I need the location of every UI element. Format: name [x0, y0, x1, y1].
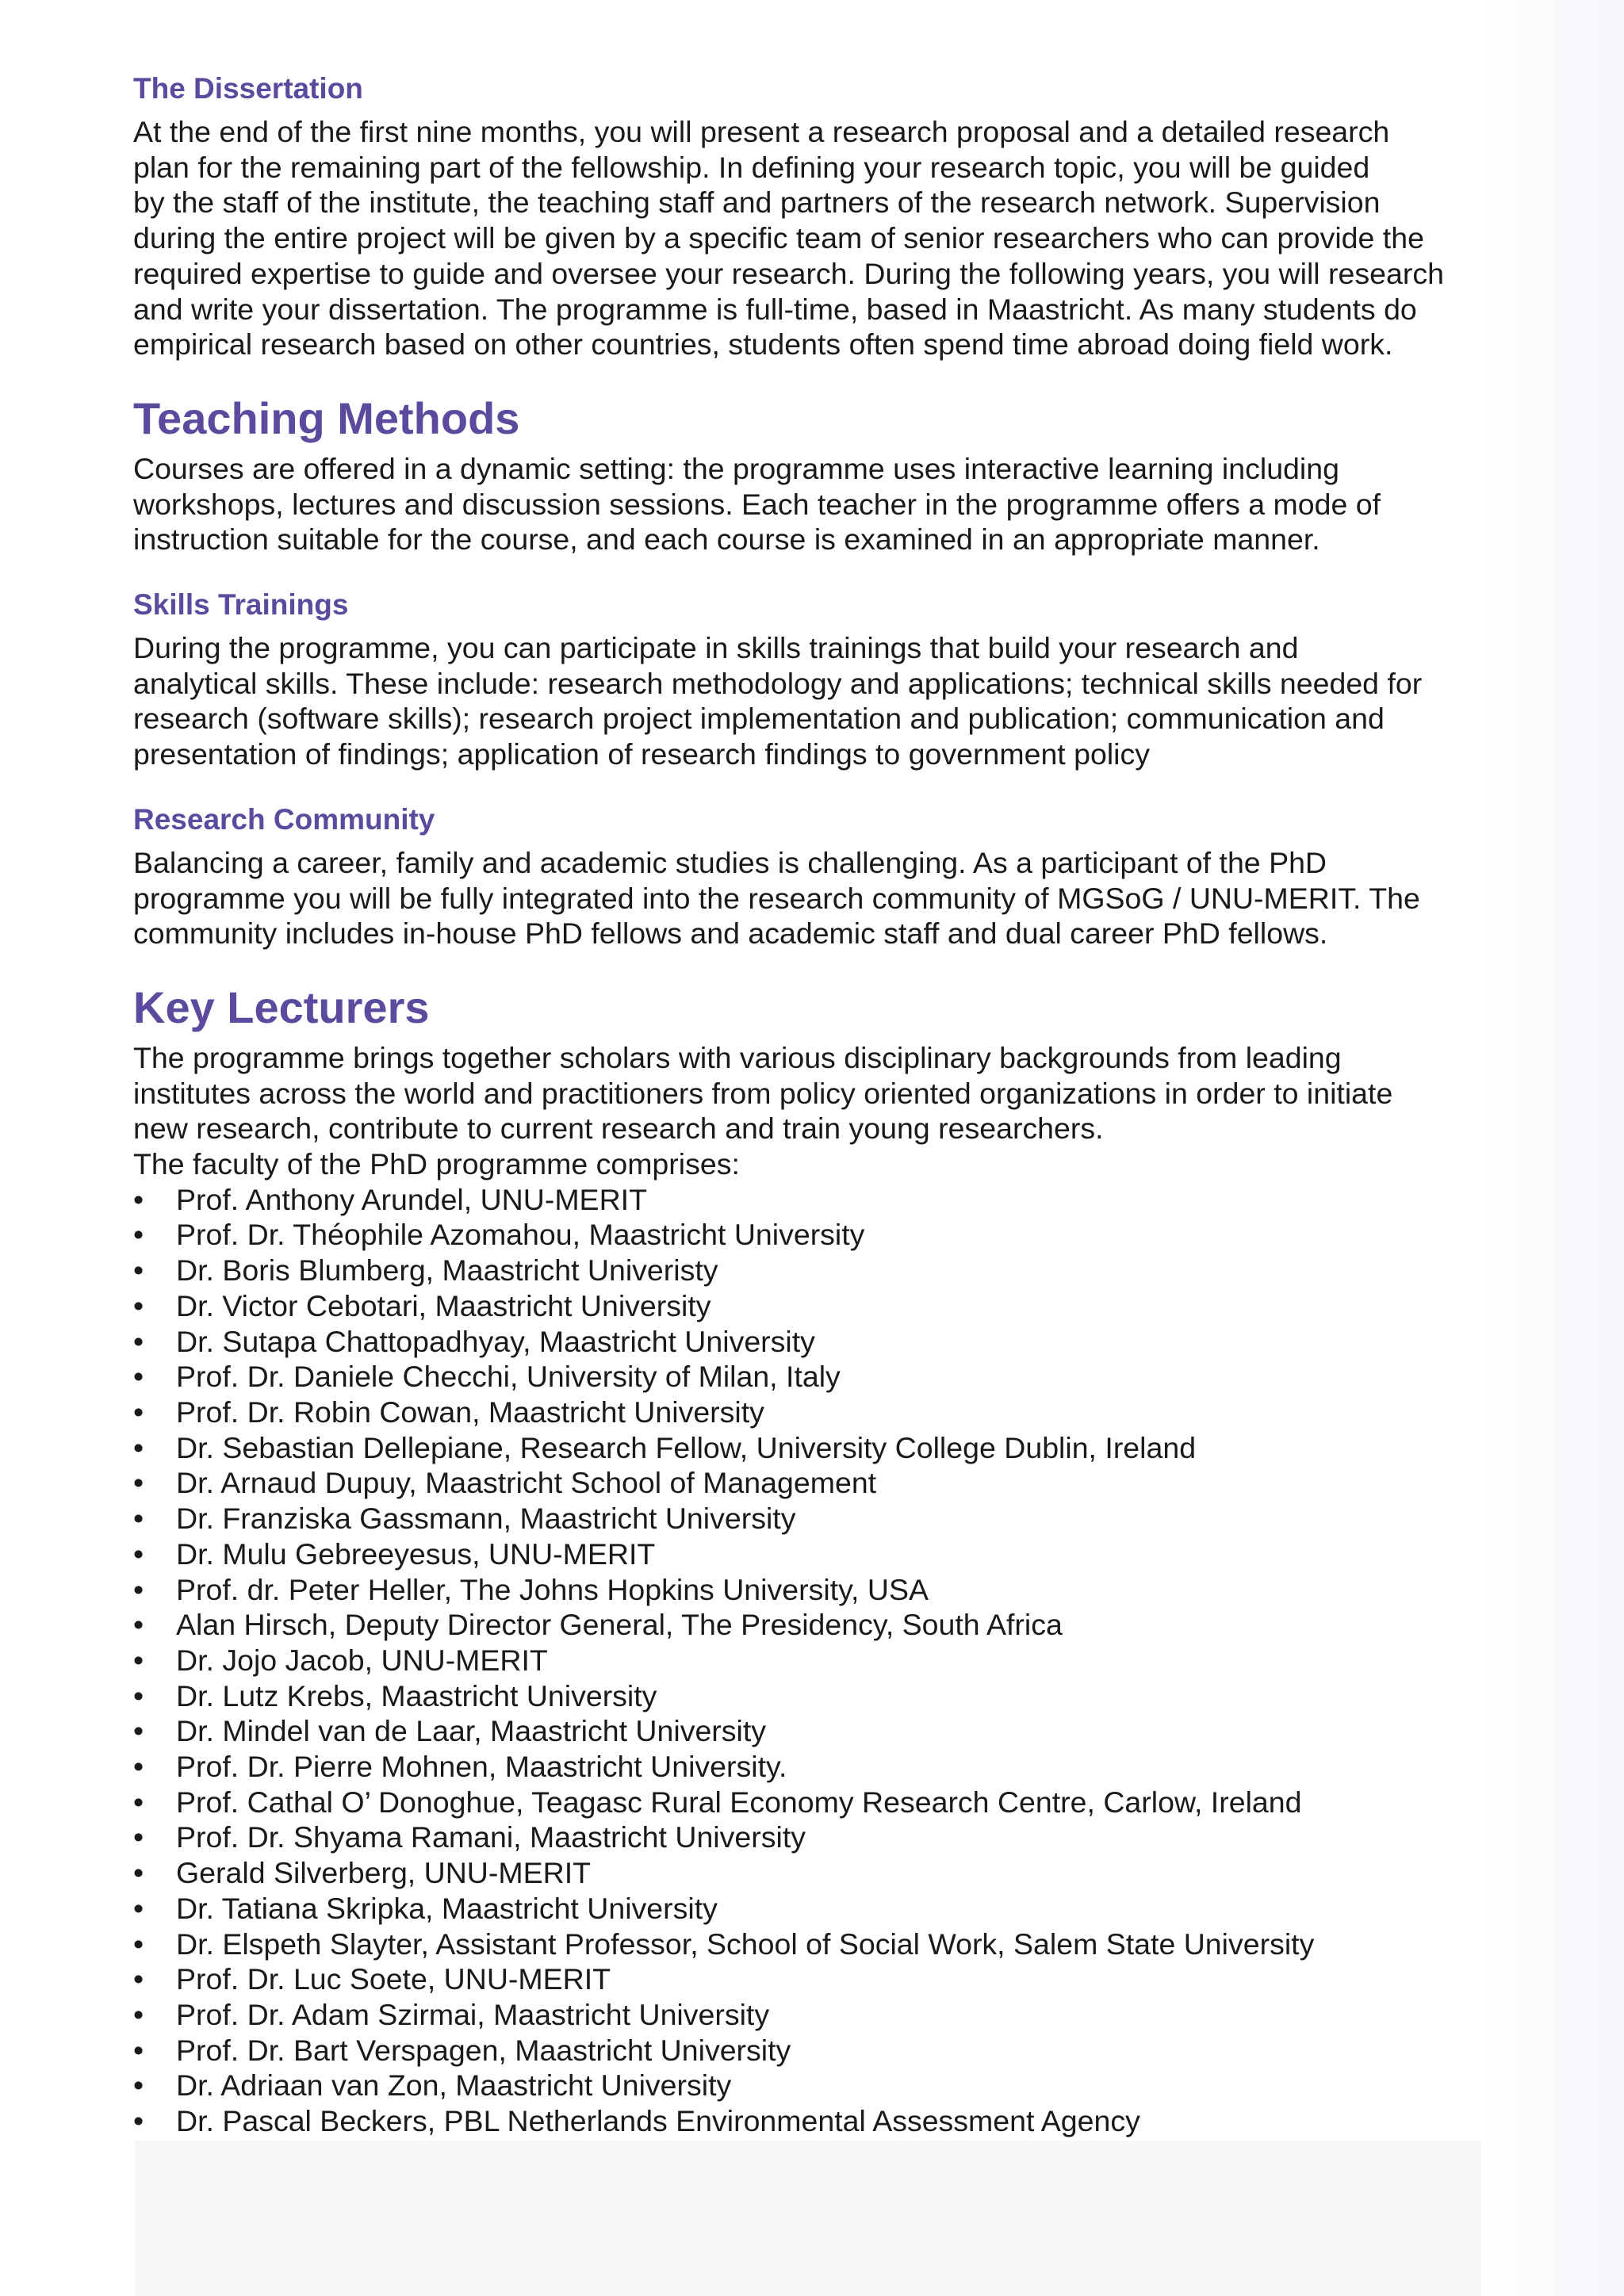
lecturer-list-item — [133, 1961, 1497, 1997]
bullet-icon: • — [133, 1714, 144, 1748]
lecturer-name: Dr. Boris Blumberg, Maastricht Univeristy — [176, 1253, 718, 1288]
bullet-icon: • — [133, 1288, 144, 1322]
lecturer-list-item — [133, 1430, 1497, 1466]
bullet-icon: • — [133, 2068, 144, 2103]
bullet-icon: • — [133, 1678, 144, 1712]
bullet-icon: • — [133, 2104, 144, 2138]
lecturer-name: Dr. Franziska Gassmann, Maastricht University — [176, 1502, 796, 1536]
lecturer-list-item — [133, 1253, 1497, 1288]
lecturer-name: Dr. Pascal Beckers, PBL Netherlands Environmental Assessment Agency — [176, 2104, 1140, 2138]
lecturer-list-item — [133, 1572, 1497, 1608]
teaching-section — [133, 391, 1497, 557]
community-heading: Research Community — [133, 802, 435, 836]
lecturer-name: Dr. Adriaan van Zon, Maastricht University — [176, 2068, 732, 2103]
bullet-icon: • — [133, 1856, 144, 1890]
lecturer-name: Dr. Victor Cebotari, Maastricht University — [176, 1288, 711, 1322]
lecturer-list-item — [133, 1395, 1497, 1430]
lecturer-name: Prof. Dr. Robin Cowan, Maastricht University — [176, 1395, 764, 1429]
lecturer-list-item — [133, 1182, 1497, 1218]
skills-text: During the programme, you can participate in skills trainings that build your research and analytical skills. These include: research methodology and applications; technical skills needed for research (software skills); research project implementation and publication; communication and presentation of findings; application of research findings to government policy — [133, 631, 1423, 771]
lecturers-intro: The programme brings together scholars with various disciplinary backgrounds from leading institutes across the world and practitioners from policy oriented organizations in order to initiate new research, contribute to current research and train young researchers. The faculty of the PhD programme comprises: — [133, 1040, 1393, 1181]
lecturer-list-item — [133, 1288, 1497, 1324]
lecturer-name: Dr. Lutz Krebs, Maastricht University — [176, 1678, 657, 1712]
dissertation-text: At the end of the first nine months, you will present a research proposal and a detailed research plan for the remaining part of the fellowship. In defining your research topic, you will be guided by the staff of the institute, the teaching staff and partners of the research network. Supervision during the entire project will be given by a specific team of senior researchers who can provide the required expertise to guide and oversee your research. During the following years, you will research and write your dissertation. The programme is full-time, based in Maastricht. As many students do empirical research based on other countries, students often spend time abroad doing field work. — [133, 115, 1444, 362]
lecturer-name: Prof. Cathal O’ Donoghue, Teagasc Rural Economy Research Centre, Carlow, Ireland — [176, 1785, 1302, 1819]
lecturer-name: Dr. Mulu Gebreeyesus, UNU-MERIT — [176, 1536, 656, 1571]
lecturer-name: Prof. dr. Peter Heller, The Johns Hopkins University, USA — [176, 1572, 929, 1606]
skills-heading: Skills Trainings — [133, 588, 349, 622]
bullet-icon: • — [133, 1324, 144, 1358]
teaching-text: Courses are offered in a dynamic setting: the programme uses interactive learning including workshops, lectures and discussion sessions. Each teacher in the programme offers a mode of instruction suitable for the course, and each course is examined in an appropriate manner. — [133, 451, 1381, 557]
bullet-icon: • — [133, 1927, 144, 1961]
lecturer-name: Prof. Dr. Luc Soete, UNU-MERIT — [176, 1962, 611, 1996]
lecturer-list-item — [133, 1643, 1497, 1678]
lecturer-name: Dr. Arnaud Dupuy, Maastricht School of Management — [176, 1466, 877, 1500]
bullet-icon: • — [133, 1608, 144, 1642]
bullet-icon: • — [133, 1466, 144, 1500]
teaching-heading: Teaching Methods — [133, 392, 520, 443]
community-text: Balancing a career, family and academic studies is challenging. As a participant of the PhD programme you will be fully integrated into the research community of MGSoG / UNU-MERIT. The community includes in-house PhD fellows and academic staff and dual career PhD fellows. — [133, 845, 1420, 951]
lecturer-list-item — [133, 1997, 1497, 2033]
lecturer-list-item — [133, 1820, 1497, 1855]
bullet-icon: • — [133, 1218, 144, 1252]
bullet-icon: • — [133, 1502, 144, 1536]
lecturer-list-item — [133, 2103, 1497, 2139]
lecturer-list-item — [133, 1785, 1497, 1820]
bullet-icon: • — [133, 1536, 144, 1571]
lecturer-list-item — [133, 1927, 1497, 1962]
skills-section — [133, 586, 1497, 772]
bullet-icon: • — [133, 1785, 144, 1819]
right-edge-shade — [1481, 0, 1624, 2296]
bottom-background — [135, 2141, 1624, 2296]
bullet-icon: • — [133, 1962, 144, 1996]
lecturer-list-item — [133, 1465, 1497, 1501]
lecturer-list-item — [133, 1359, 1497, 1395]
lecturer-list-item — [133, 2033, 1497, 2068]
lecturer-list — [133, 1182, 1497, 2139]
lecturer-name: Alan Hirsch, Deputy Director General, The Presidency, South Africa — [176, 1608, 1063, 1642]
lecturer-name: Prof. Anthony Arundel, UNU-MERIT — [176, 1182, 647, 1216]
bullet-icon: • — [133, 1750, 144, 1784]
lecturer-name: Prof. Dr. Shyama Ramani, Maastricht University — [176, 1820, 806, 1854]
bullet-icon: • — [133, 1182, 144, 1216]
community-section — [133, 801, 1497, 951]
bullet-icon: • — [133, 1253, 144, 1288]
document-page — [133, 70, 1497, 2139]
lecturer-list-item — [133, 1891, 1497, 1927]
lecturer-list-item — [133, 1713, 1497, 1749]
lecturer-name: Dr. Elspeth Slayter, Assistant Professor, School of Social Work, Salem State University — [176, 1927, 1315, 1961]
lecturers-section — [133, 980, 1497, 2139]
lecturer-list-item — [133, 1536, 1497, 1572]
bullet-icon: • — [133, 1891, 144, 1925]
lecturer-list-item — [133, 1749, 1497, 1785]
lecturer-list-item — [133, 1855, 1497, 1891]
lecturer-list-item — [133, 1678, 1497, 1714]
lecturer-name: Prof. Dr. Bart Verspagen, Maastricht University — [176, 2033, 791, 2067]
lecturer-name: Prof. Dr. Adam Szirmai, Maastricht University — [176, 1997, 770, 2031]
bullet-icon: • — [133, 1430, 144, 1464]
bullet-icon: • — [133, 1395, 144, 1429]
dissertation-section — [133, 70, 1497, 362]
lecturer-list-item — [133, 2068, 1497, 2103]
lecturer-list-item — [133, 1324, 1497, 1360]
lecturer-list-item — [133, 1501, 1497, 1536]
dissertation-heading: The Dissertation — [133, 72, 363, 105]
lecturer-name: Prof. Dr. Pierre Mohnen, Maastricht University. — [176, 1750, 787, 1784]
lecturer-name: Dr. Mindel van de Laar, Maastricht University — [176, 1714, 767, 1748]
lecturer-list-item — [133, 1217, 1497, 1253]
bullet-icon: • — [133, 2033, 144, 2067]
bullet-icon: • — [133, 1572, 144, 1606]
lecturer-name: Dr. Sutapa Chattopadhyay, Maastricht University — [176, 1324, 815, 1358]
lecturer-name: Prof. Dr. Théophile Azomahou, Maastricht University — [176, 1218, 865, 1252]
lecturer-name: Dr. Jojo Jacob, UNU-MERIT — [176, 1643, 548, 1677]
lecturer-name: Prof. Dr. Daniele Checchi, University of Milan, Italy — [176, 1360, 841, 1394]
bullet-icon: • — [133, 1643, 144, 1677]
lecturer-name: Dr. Sebastian Dellepiane, Research Fellow, University College Dublin, Ireland — [176, 1430, 1197, 1464]
lecturer-name: Dr. Tatiana Skripka, Maastricht University — [176, 1891, 718, 1925]
bullet-icon: • — [133, 1997, 144, 2031]
lecturers-heading: Key Lecturers — [133, 982, 430, 1032]
lecturer-list-item — [133, 1607, 1497, 1643]
lecturer-name: Gerald Silverberg, UNU-MERIT — [176, 1856, 592, 1890]
bullet-icon: • — [133, 1820, 144, 1854]
bullet-icon: • — [133, 1360, 144, 1394]
